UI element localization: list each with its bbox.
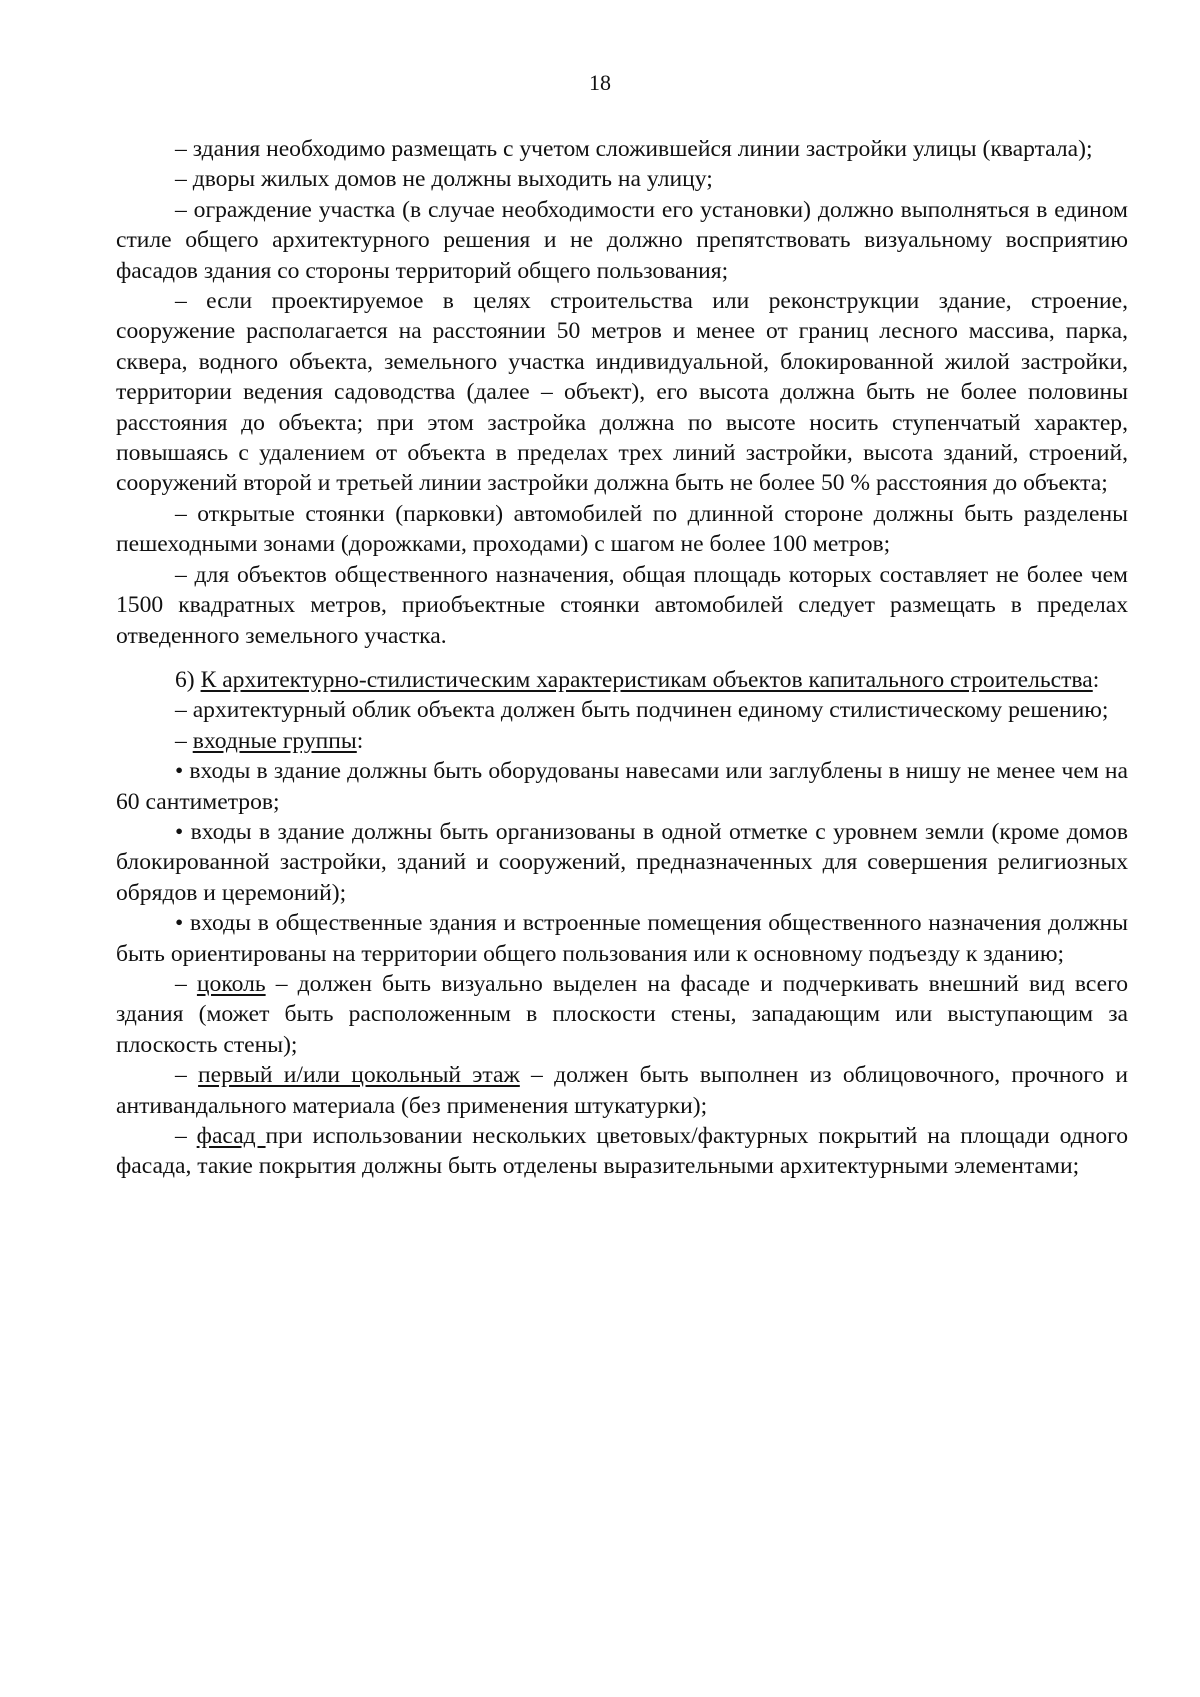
section-heading-underlined: К архитектурно-стилистическим характеристикам объектов капитального строительства: [200, 666, 1093, 693]
section-heading-suffix: :: [1092, 666, 1100, 693]
facade-underlined: фасад: [196, 1123, 266, 1149]
entrance-groups-underlined: входные группы: [192, 727, 357, 754]
ground-floor-suffix: – должен быть выполнен из облицовочного, прочного и антивандального материала (без применения штукатурки);: [116, 1062, 1128, 1119]
ground-floor-underlined: первый и/или цокольный этаж: [198, 1062, 520, 1089]
entrance-groups-suffix: :: [356, 727, 364, 754]
paragraph-entrance-groups: [116, 726, 1128, 756]
bullet-entrance-orientation: • входы в общественные здания и встроенные помещения общественного назначения должны быть ориентированы на территории общего пользования или к основному подъезду к зданию;: [116, 910, 1128, 967]
facade-suffix: при использовании нескольких цветовых/фактурных покрытий на площади одного фасада, такие покрытия должны быть отделены выразительными архитектурными элементами;: [116, 1123, 1129, 1180]
paragraph-plinth: [116, 969, 1128, 1060]
bullet-entrance-canopy: • входы в здание должны быть оборудованы навесами или заглублены в нишу не менее чем на 60 сантиметров;: [116, 758, 1128, 815]
bullet-entrance-ground-level: • входы в здание должны быть организованы в одной отметке с уровнем земли (кроме домов блокированной застройки, зданий и сооружений, предназначенных для совершения религиозных обрядов и церемоний);: [116, 818, 1128, 906]
paragraph-yards: – дворы жилых домов не должны выходить на улицу;: [175, 166, 713, 193]
document-body: [116, 134, 1128, 1182]
facade-prefix: –: [175, 1123, 197, 1149]
plinth-underlined: цоколь: [196, 970, 266, 997]
page-number: 18: [589, 70, 611, 95]
entrance-groups-prefix: –: [175, 727, 193, 754]
section-heading-architecture: [116, 665, 1128, 695]
section-heading-prefix: 6): [175, 666, 201, 693]
paragraph-height-limit: – если проектируемое в целях строительства или реконструкции здание, строение, сооружение располагается на расстоянии 50 метров и менее от границ лесного массива, парка, сквера, водного объекта, земельного участка индивидуальной, блокированной жилой застройки, территории ведения садоводства (далее – объект), его высота должна быть не более половины расстояния до объекта; при этом застройка должна по высоте носить ступенчатый характер, повышаясь с удалением от объекта в пределах трех линий застройки, высота зданий, строений, сооружений второй и третьей линии застройки должна быть не более 50 % расстояния до объекта;: [116, 288, 1128, 497]
paragraph-building-line: – здания необходимо размещать с учетом сложившейся линии застройки улицы (квартала);: [175, 136, 1093, 162]
paragraph-ground-floor: [116, 1060, 1128, 1121]
paragraph-parking-zones: – открытые стоянки (парковки) автомобилей по длинной стороне должны быть разделены пешеходными зонами (дорожками, проходами) с шагом не более 100 метров;: [116, 500, 1128, 558]
paragraph-public-parking: – для объектов общественного назначения, общая площадь которых составляет не более чем 1500 квадратных метров, приобъектные стоянки автомобилей следует размещать в пределах отведенного земельного участка.: [116, 561, 1128, 649]
ground-floor-prefix: –: [175, 1062, 199, 1089]
paragraph-fencing: – ограждение участка (в случае необходимости его установки) должно выполняться в едином стиле общего архитектурного решения и не должно препятствовать визуальному восприятию фасадов здания со стороны территорий общего пользования;: [116, 196, 1128, 284]
plinth-suffix: – должен быть визуально выделен на фасаде и подчеркивать внешний вид всего здания (может быть расположенным в плоскости стены, западающим или выступающим за плоскость стены);: [116, 970, 1129, 1058]
paragraph-architectural-appearance: – архитектурный облик объекта должен быть подчинен единому стилистическому решению;: [175, 697, 1109, 724]
paragraph-facade: [116, 1121, 1128, 1182]
plinth-prefix: –: [175, 970, 197, 997]
